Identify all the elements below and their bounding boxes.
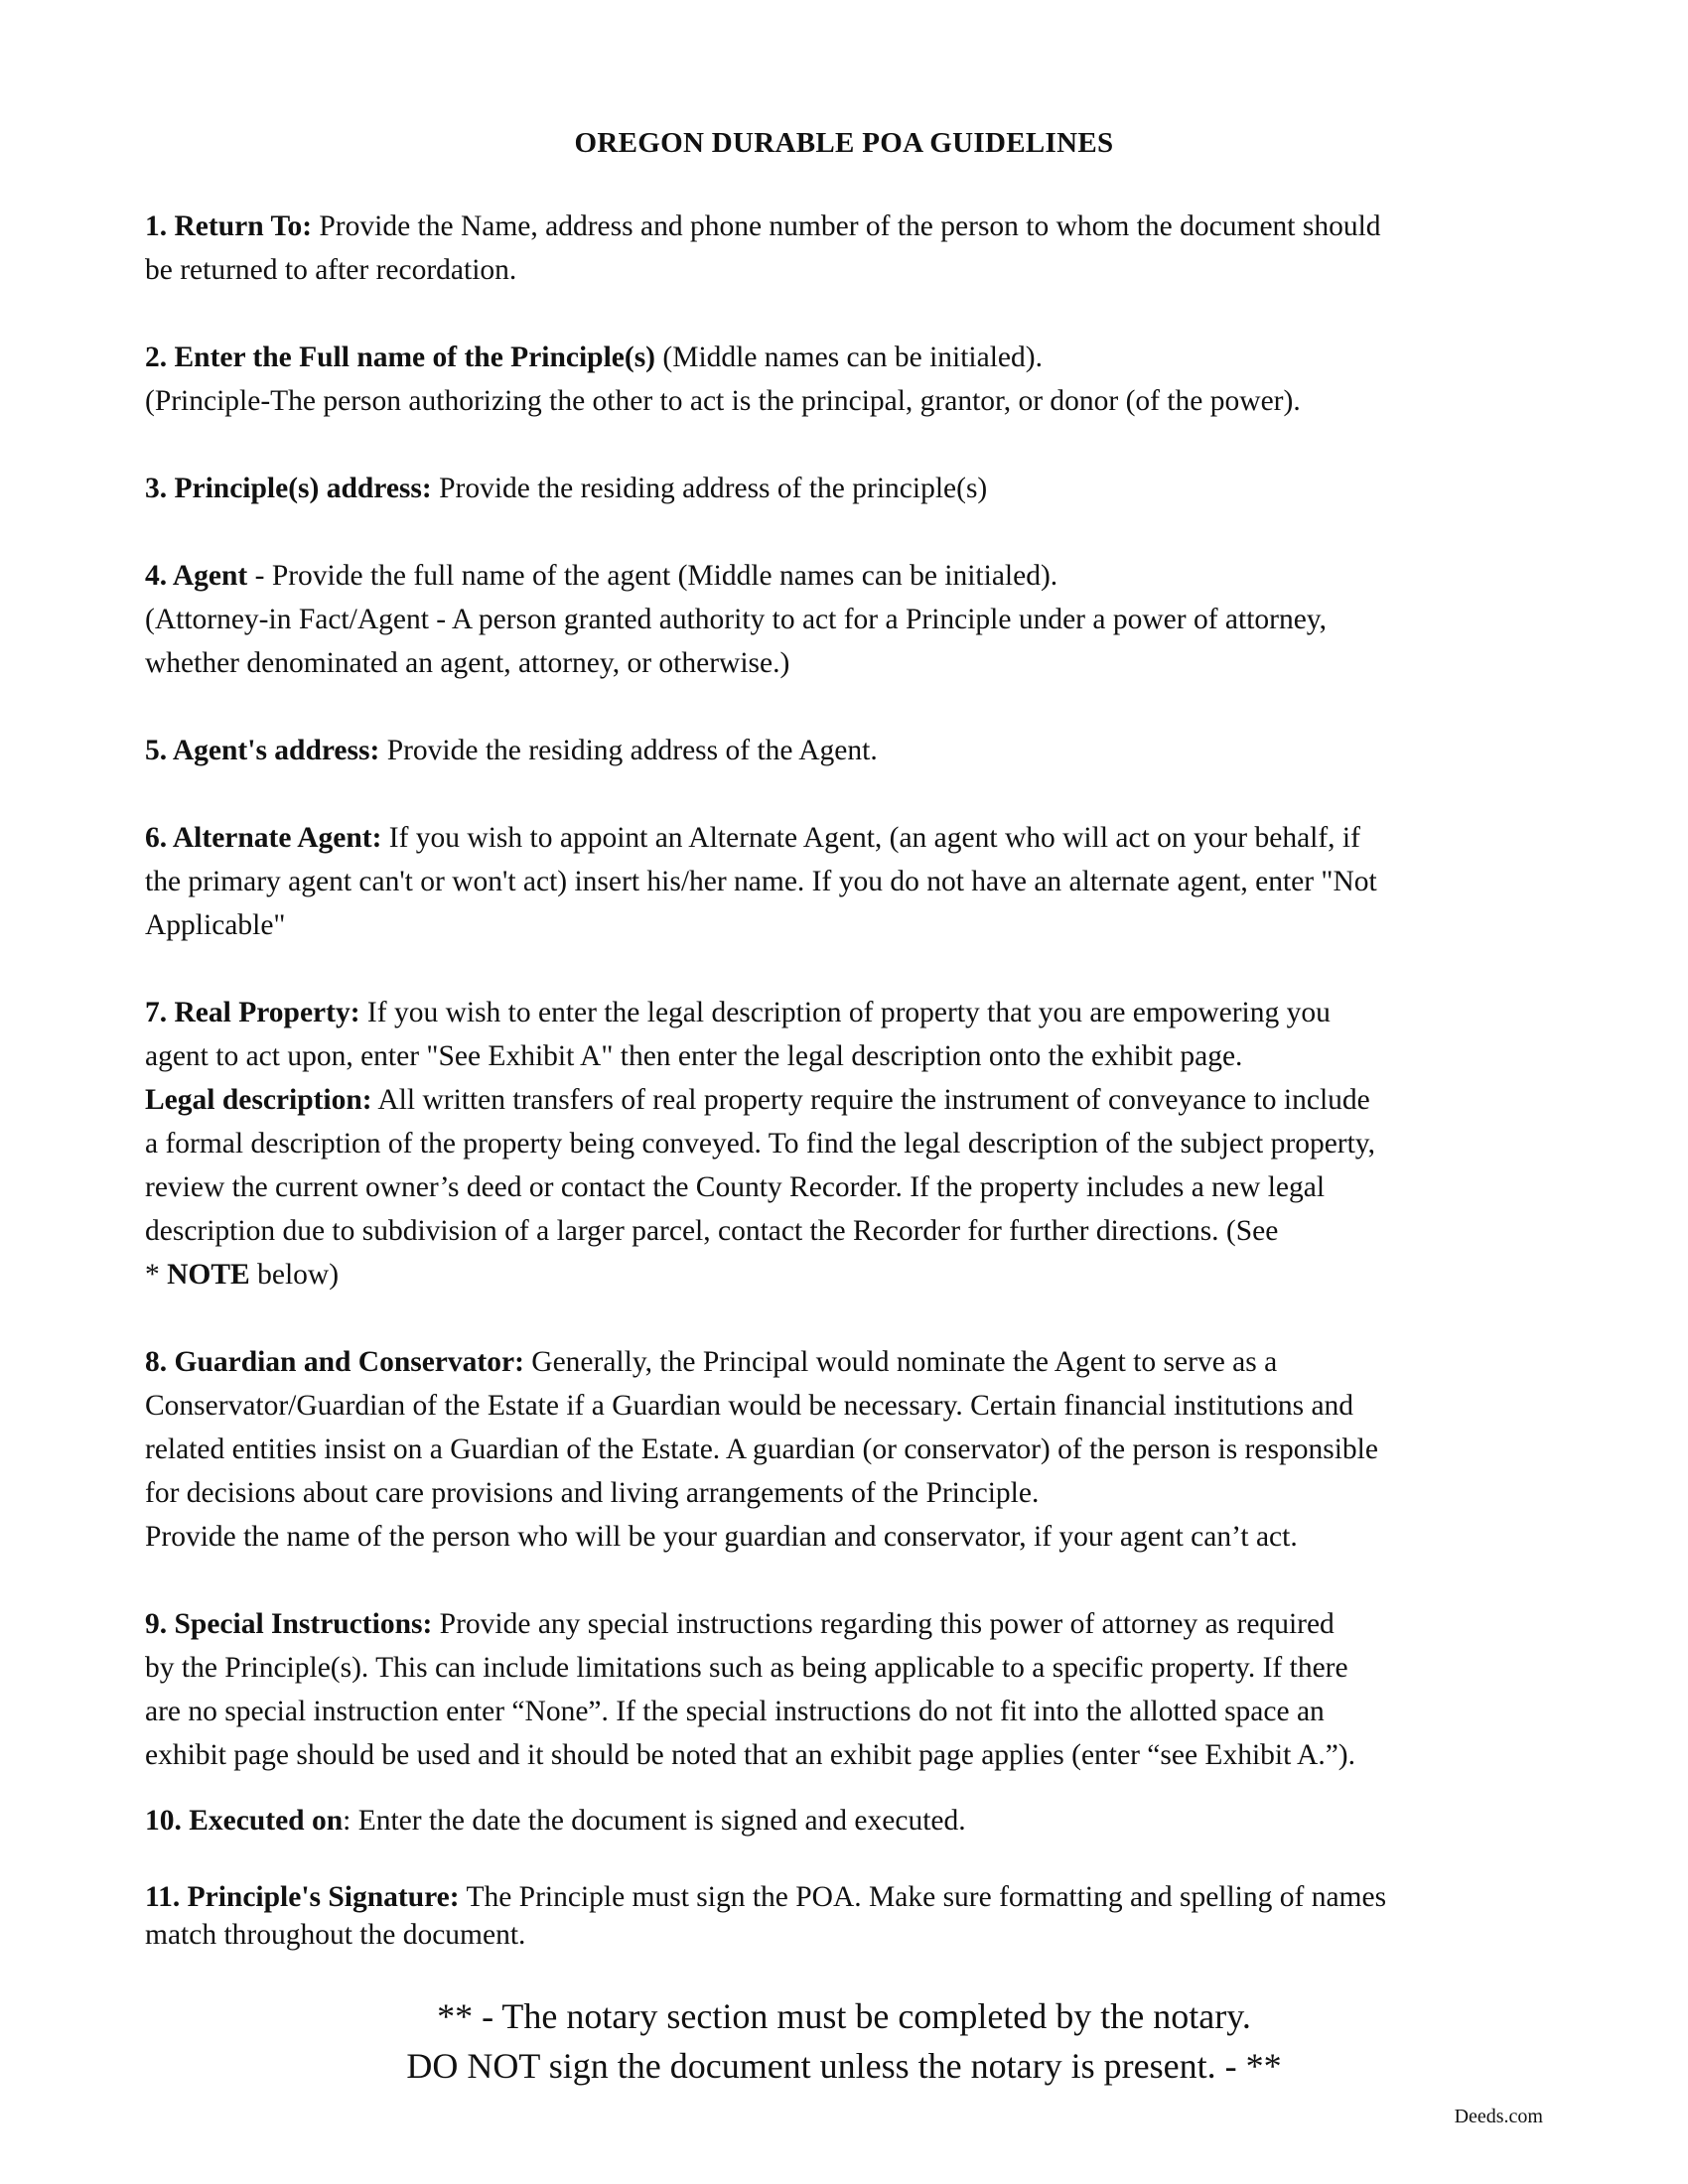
section-text: agent to act upon, enter "See Exhibit A" then enter the legal description onto the exhibit page.	[145, 1040, 1243, 1072]
section-text: description due to subdivision of a larger parcel, contact the Recorder for further directions. (See	[145, 1215, 1279, 1247]
legal-description-label: Legal description:	[145, 1084, 372, 1116]
section-text: (Attorney-in Fact/Agent - A person granted authority to act for a Principle under a power of attorney,	[145, 604, 1328, 635]
section-text: All written transfers of real property require the instrument of conveyance to include	[377, 1084, 1370, 1116]
section-label: 1. Return To:	[145, 210, 313, 242]
section-executed-on	[145, 1799, 1555, 1843]
section-text: : Enter the date the document is signed and executed.	[343, 1805, 966, 1837]
section-text: Provide any special instructions regarding this power of attorney as required	[439, 1608, 1335, 1640]
section-alternate-agent	[145, 816, 1555, 947]
section-text: (Principle-The person authorizing the other to act is the principal, grantor, or donor (of the power).	[145, 385, 1301, 417]
note-suffix: below)	[257, 1259, 340, 1291]
section-agent	[145, 554, 1555, 685]
section-label: 4. Agent	[145, 560, 248, 592]
section-special-instructions	[145, 1602, 1555, 1777]
section-label: 6. Alternate Agent:	[145, 822, 382, 854]
section-guardian-conservator	[145, 1340, 1555, 1559]
section-label: 3. Principle(s) address:	[145, 473, 432, 504]
section-label: 7. Real Property:	[145, 997, 360, 1028]
section-text: whether denominated an agent, attorney, or otherwise.)	[145, 647, 790, 679]
footer-brand: Deeds.com	[1454, 2106, 1543, 2127]
section-return-to	[145, 205, 1555, 292]
section-principle-signature	[145, 1878, 1555, 1954]
section-principle-address	[145, 467, 1555, 510]
section-text: If you wish to appoint an Alternate Agent, (an agent who will act on your behalf, if	[388, 822, 1360, 854]
section-text: - Provide the full name of the agent (Middle names can be initialed).	[254, 560, 1058, 592]
notice-line: ** - The notary section must be completed by the notary.	[437, 1996, 1251, 2036]
section-label: 10. Executed on	[145, 1805, 344, 1837]
section-text: review the current owner’s deed or contact the County Recorder. If the property includes a new legal	[145, 1171, 1326, 1203]
section-text: by the Principle(s). This can include limitations such as being applicable to a specific property. If there	[145, 1652, 1348, 1684]
section-text: a formal description of the property being conveyed. To find the legal description of the subject property,	[145, 1128, 1376, 1160]
section-real-property	[145, 991, 1555, 1297]
section-text: are no special instruction enter “None”. If the special instructions do not fit into the allotted space an	[145, 1696, 1325, 1727]
notary-notice	[0, 1991, 1688, 2091]
section-text: for decisions about care provisions and living arrangements of the Principle.	[145, 1477, 1040, 1509]
page-title: OREGON DURABLE POA GUIDELINES	[574, 127, 1114, 159]
section-text: (Middle names can be initialed).	[662, 341, 1043, 373]
section-text: related entities insist on a Guardian of the Estate. A guardian (or conservator) of the person is responsible	[145, 1433, 1378, 1465]
section-text: the primary agent can't or won't act) insert his/her name. If you do not have an alternate agent, enter "Not	[145, 866, 1377, 897]
section-label: 2. Enter the Full name of the Principle(s)	[145, 341, 656, 373]
section-text: exhibit page should be used and it should be noted that an exhibit page applies (enter “see Exhibit A.”).	[145, 1739, 1356, 1771]
note-prefix: *	[145, 1259, 160, 1291]
section-text: Provide the residing address of the Agent.	[386, 735, 878, 766]
section-label: 8. Guardian and Conservator:	[145, 1346, 524, 1378]
section-text: The Principle must sign the POA. Make sure formatting and spelling of names	[466, 1881, 1387, 1913]
section-principle-name	[145, 336, 1555, 423]
section-text: Generally, the Principal would nominate the Agent to serve as a	[531, 1346, 1278, 1378]
section-text: Provide the residing address of the principle(s)	[439, 473, 988, 504]
section-text: be returned to after recordation.	[145, 254, 517, 286]
section-text: Conservator/Guardian of the Estate if a Guardian would be necessary. Certain financial institutions and	[145, 1390, 1354, 1422]
section-label: 11. Principle's Signature:	[145, 1881, 460, 1913]
section-text: If you wish to enter the legal description of property that you are empowering you	[366, 997, 1331, 1028]
section-text: match throughout the document.	[145, 1919, 526, 1951]
note-label: NOTE	[167, 1259, 250, 1291]
guidelines-body	[145, 205, 1555, 1954]
section-text: Applicable"	[145, 909, 286, 941]
section-text: Provide the Name, address and phone number of the person to whom the document should	[319, 210, 1381, 242]
section-label: 5. Agent's address:	[145, 735, 380, 766]
notice-line: DO NOT sign the document unless the notary is present. - **	[406, 2046, 1282, 2086]
section-text: Provide the name of the person who will be your guardian and conservator, if your agent can’t act.	[145, 1521, 1298, 1553]
section-label: 9. Special Instructions:	[145, 1608, 433, 1640]
section-agent-address	[145, 729, 1555, 772]
